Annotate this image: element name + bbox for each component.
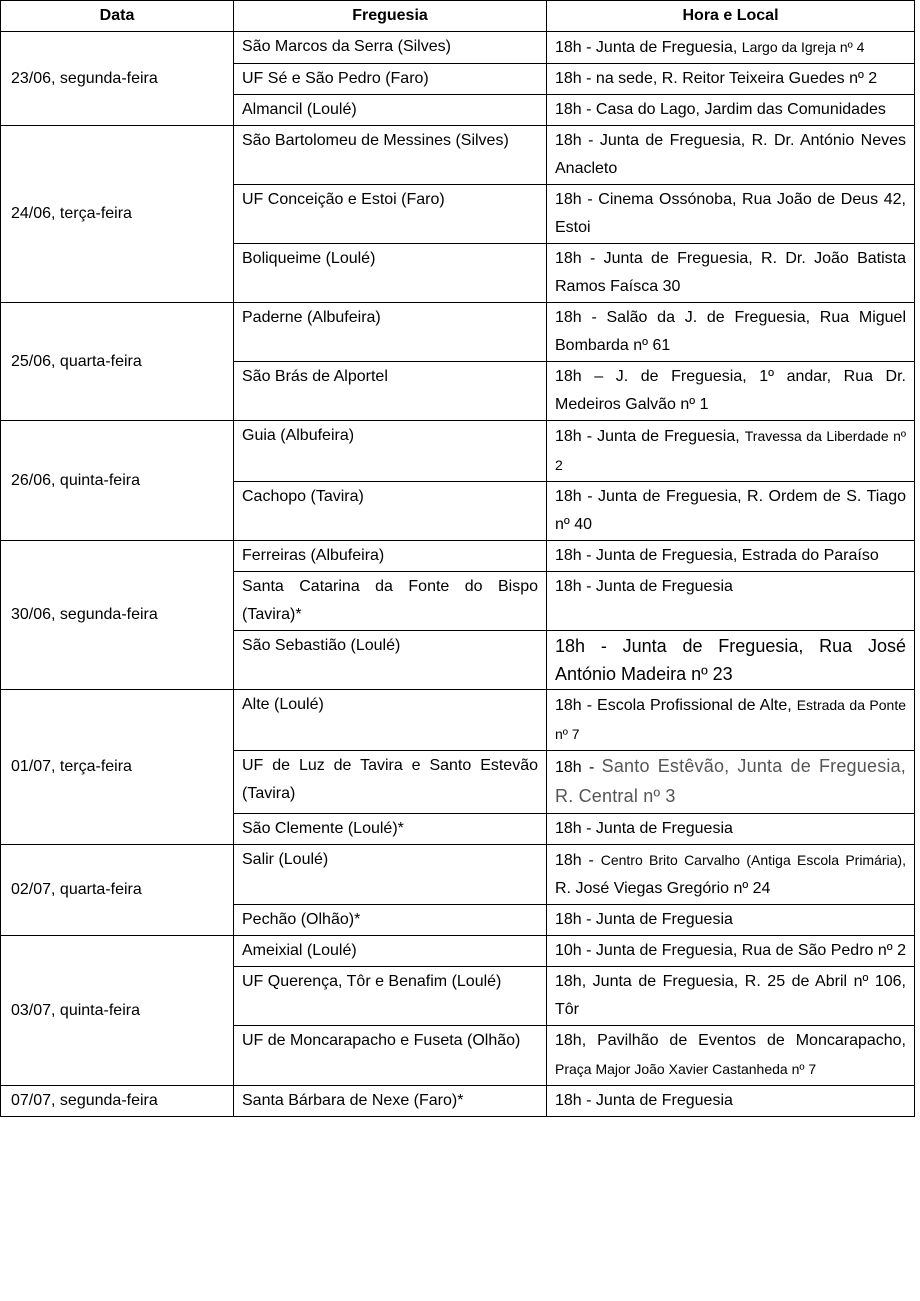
hora-local-cell [547, 32, 915, 64]
date-cell: 03/07, quinta-feira [1, 936, 234, 1086]
hora-local-cell [547, 845, 915, 905]
freguesia-cell: Pechão (Olhão)* [234, 905, 547, 936]
freguesia-cell: UF Querença, Tôr e Benafim (Loulé) [234, 967, 547, 1026]
freguesia-cell: São Marcos da Serra (Silves) [234, 32, 547, 64]
hora-local-cell: 18h, Junta de Freguesia, R. 25 de Abril nº 106, Tôr [547, 967, 915, 1026]
freguesia-cell: Alte (Loulé) [234, 690, 547, 751]
freguesia-cell: Cachopo (Tavira) [234, 482, 547, 541]
freguesia-cell: Paderne (Albufeira) [234, 303, 547, 362]
hora-local-cell: 18h - Junta de Freguesia [547, 1086, 915, 1117]
hora-local-cell [547, 751, 915, 814]
hora-local-cell: 18h – J. de Freguesia, 1º andar, Rua Dr. Medeiros Galvão nº 1 [547, 362, 915, 421]
hora-local-cell: 18h - Junta de Freguesia, Estrada do Paraíso [547, 541, 915, 572]
header-data: Data [1, 1, 234, 32]
hora-local-cell: 18h - Junta de Freguesia, Rua José António Madeira nº 23 [547, 631, 915, 690]
table-row [1, 126, 915, 185]
freguesia-cell: Almancil (Loulé) [234, 95, 547, 126]
freguesia-cell: Ferreiras (Albufeira) [234, 541, 547, 572]
freguesia-cell: Guia (Albufeira) [234, 421, 547, 482]
hora-local-cell [547, 1026, 915, 1086]
date-cell: 02/07, quarta-feira [1, 845, 234, 936]
local-text: Largo da Igreja nº 4 [741, 39, 865, 55]
freguesia-cell: São Clemente (Loulé)* [234, 814, 547, 845]
table-row [1, 845, 915, 905]
hora-local-cell: 18h - Junta de Freguesia [547, 572, 915, 631]
local-text: Praça Major João Xavier Castanheda nº 7 [555, 1061, 817, 1077]
local-text: Santo Estêvão, Junta de Freguesia, R. Central nº 3 [555, 756, 907, 806]
table-row [1, 690, 915, 751]
freguesia-cell: São Brás de Alportel [234, 362, 547, 421]
date-cell: 25/06, quarta-feira [1, 303, 234, 421]
local-text: Travessa da Liberdade nº 2 [555, 428, 906, 473]
date-cell: 26/06, quinta-feira [1, 421, 234, 541]
hora-local-cell: 18h - Junta de Freguesia [547, 814, 915, 845]
hora-local-cell: 18h - Salão da J. de Freguesia, Rua Miguel Bombarda nº 61 [547, 303, 915, 362]
date-cell: 23/06, segunda-feira [1, 32, 234, 126]
freguesia-cell: UF Sé e São Pedro (Faro) [234, 64, 547, 95]
table-row [1, 303, 915, 362]
date-cell: 30/06, segunda-feira [1, 541, 234, 690]
hora-local-cell: 18h - Junta de Freguesia, R. Dr. João Batista Ramos Faísca 30 [547, 244, 915, 303]
header-freguesia: Freguesia [234, 1, 547, 32]
hora-local-cell: 18h - Junta de Freguesia [547, 905, 915, 936]
hora-text: 18h - Junta de Freguesia, [555, 428, 740, 445]
freguesia-cell: UF de Luz de Tavira e Santo Estevão (Tavira) [234, 751, 547, 814]
table-row [1, 1086, 915, 1117]
date-cell: 01/07, terça-feira [1, 690, 234, 845]
local-text: Centro Brito Carvalho (Antiga Escola Primária), [600, 852, 906, 868]
hora-text: 18h, Pavilhão de Eventos de Moncarapacho, [555, 1032, 906, 1049]
hora-text-2: R. José Viegas Gregório nº 24 [555, 880, 771, 897]
hora-local-cell: 18h - Junta de Freguesia, R. Ordem de S. Tiago nº 40 [547, 482, 915, 541]
freguesia-cell: Santa Catarina da Fonte do Bispo (Tavira)* [234, 572, 547, 631]
freguesia-cell: São Sebastião (Loulé) [234, 631, 547, 690]
freguesia-cell: Santa Bárbara de Nexe (Faro)* [234, 1086, 547, 1117]
header-row [1, 1, 915, 32]
freguesia-cell: Salir (Loulé) [234, 845, 547, 905]
freguesia-cell: Boliqueime (Loulé) [234, 244, 547, 303]
freguesia-cell: São Bartolomeu de Messines (Silves) [234, 126, 547, 185]
header-hora-local: Hora e Local [547, 1, 915, 32]
date-cell: 07/07, segunda-feira [1, 1086, 234, 1117]
hora-local-cell [547, 690, 915, 751]
hora-text: 18h - Escola Profissional de Alte, [555, 697, 792, 714]
table-row [1, 936, 915, 967]
hora-text: 18h - [555, 852, 594, 869]
table-row [1, 421, 915, 482]
hora-local-cell: 18h - Junta de Freguesia, R. Dr. António Neves Anacleto [547, 126, 915, 185]
hora-text: 18h - [555, 759, 595, 776]
table-row [1, 541, 915, 572]
hora-local-cell: 18h - Casa do Lago, Jardim das Comunidades [547, 95, 915, 126]
hora-local-cell: 18h - Cinema Ossónoba, Rua João de Deus 42, Estoi [547, 185, 915, 244]
freguesia-cell: UF Conceição e Estoi (Faro) [234, 185, 547, 244]
freguesia-cell: UF de Moncarapacho e Fuseta (Olhão) [234, 1026, 547, 1086]
hora-text: 18h - Junta de Freguesia, [555, 39, 738, 56]
freguesia-cell: Ameixial (Loulé) [234, 936, 547, 967]
hora-local-cell [547, 421, 915, 482]
hora-local-cell: 18h - na sede, R. Reitor Teixeira Guedes nº 2 [547, 64, 915, 95]
hora-local-cell: 10h - Junta de Freguesia, Rua de São Pedro nº 2 [547, 936, 915, 967]
local-text: Estrada da Ponte nº 7 [555, 697, 907, 742]
table-row [1, 32, 915, 64]
date-cell: 24/06, terça-feira [1, 126, 234, 303]
